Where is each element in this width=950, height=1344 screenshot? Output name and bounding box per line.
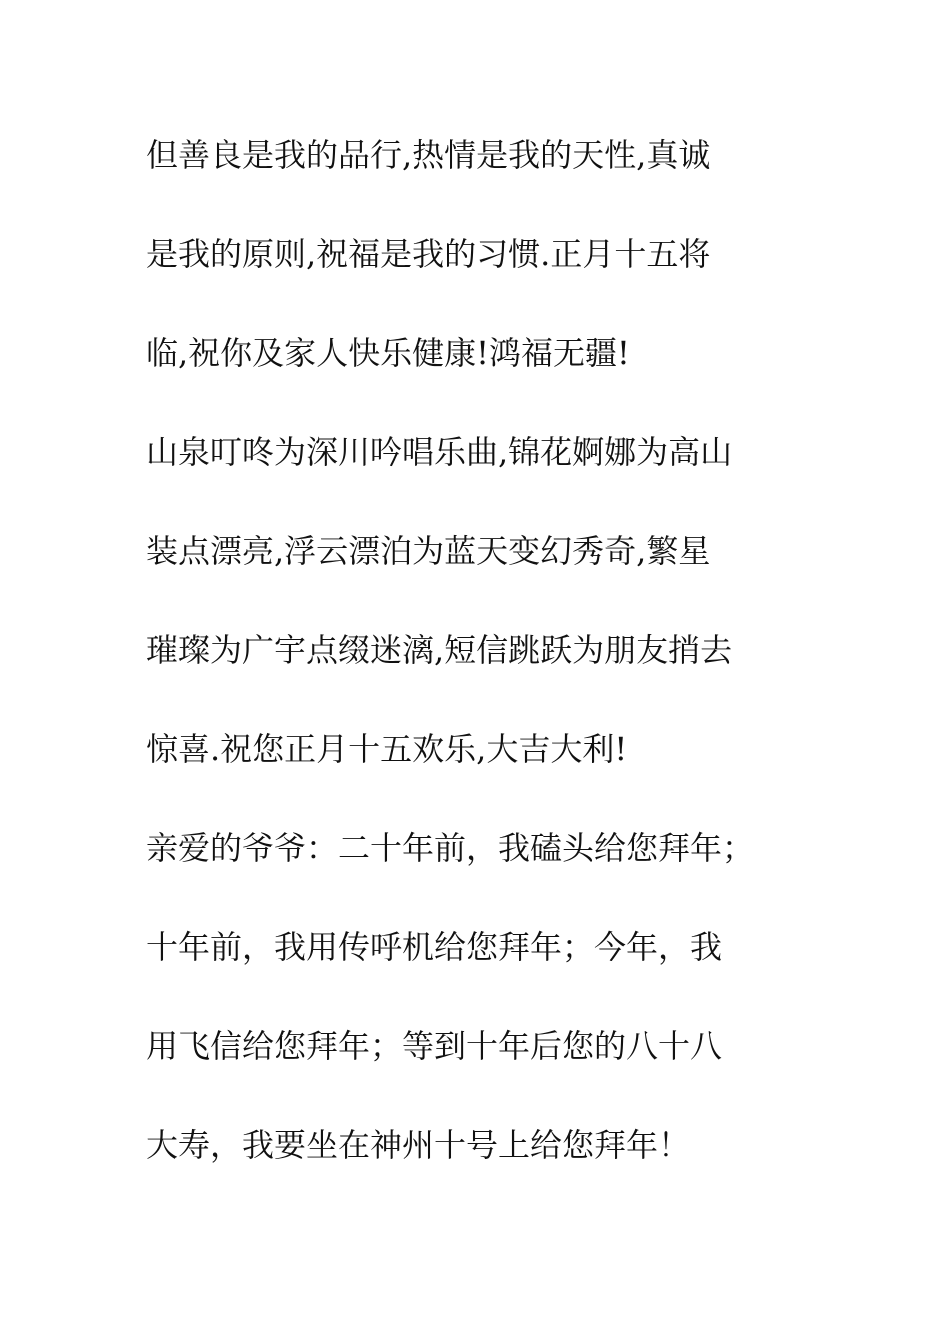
text-line: 但善良是我的品行,热情是我的天性,真诚 bbox=[146, 136, 711, 174]
text-line: 临,祝你及家人快乐健康!鸿福无疆! bbox=[146, 334, 630, 372]
text-line: 山泉叮咚为深川吟唱乐曲,锦花婀娜为高山 bbox=[146, 433, 733, 471]
text-line: 十年前，我用传呼机给您拜年；今年，我 bbox=[146, 928, 723, 966]
text-line: 亲爱的爷爷：二十年前，我磕头给您拜年； bbox=[146, 829, 755, 867]
text-line: 装点漂亮,浮云漂泊为蓝天变幻秀奇,繁星 bbox=[146, 532, 711, 570]
text-line: 大寿，我要坐在神州十号上给您拜年！ bbox=[146, 1126, 691, 1164]
text-line: 璀璨为广宇点缀迷漓,短信跳跃为朋友捎去 bbox=[146, 631, 733, 669]
text-line: 用飞信给您拜年；等到十年后您的八十八 bbox=[146, 1027, 723, 1065]
text-line: 惊喜.祝您正月十五欢乐,大吉大利! bbox=[146, 730, 628, 768]
text-line: 是我的原则,祝福是我的习惯.正月十五将 bbox=[146, 235, 711, 273]
